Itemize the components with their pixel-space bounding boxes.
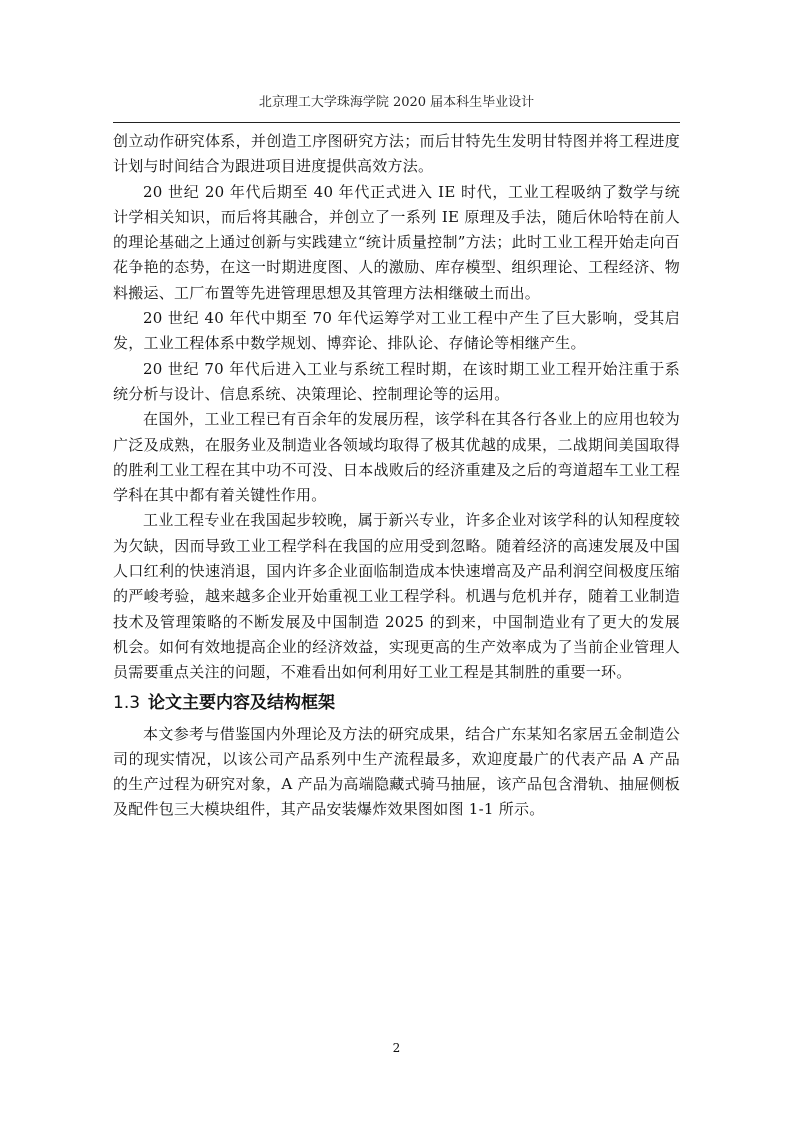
section-number: 1.3 (113, 692, 141, 713)
page-header: 北京理工大学珠海学院 2020 届本科生毕业设计 (258, 95, 535, 110)
page-number: 2 (392, 1041, 401, 1055)
paragraph-abroad: 在国外，工业工程已有百余年的发展历程，该学科在其各行各业上的应用也较为广泛及成熟，在服务业及制造业各领域均取得了极其优越的成果，二战期间美国取得的胜利工业工程在其中功不可没、日本战败后的经济重建及之后的弯道超车工业工程学科在其中都有着关键性作用。 (113, 410, 680, 505)
body-content (113, 129, 680, 823)
paragraph-systems-engineering: 20 世纪 70 年代后进入工业与系统工程时期，在该时期工业工程开始注重于系统分析与设计、信息系统、决策理论、控制理论等的运用。 (113, 359, 680, 403)
paragraph-research-object: 本文参考与借鉴国内外理论及方法的研究成果，结合广东某知名家居五金制造公司的现实情况，以该公司产品系列中生产流程最多，欢迎度最广的代表产品 A 产品的生产过程为研究对象，A 产品为高端隐藏式骑马抽屉，该产品包含滑轨、抽屉侧板及配件包三大模块组件，其产品安装爆炸效果图如图 1-1 所示。 (113, 724, 680, 819)
paragraph-china: 工业工程专业在我国起步较晚，属于新兴专业，许多企业对该学科的认知程度较为欠缺，因而导致工业工程学科在我国的应用受到忽略。随着经济的高速发展及中国人口红利的快速消退，国内许多企业面临制造成本快速增高及产品利润空间极度压缩的严峻考验，越来越多企业开始重视工业工程学科。机遇与危机并存，随着工业制造技术及管理策略的不断发展及中国制造 2025 的到来，中国制造业有了更大的发展机会。如何有效地提高企业的经济效益，实现更高的生产效率成为了当前企业管理人员需要重点关注的问题，不难看出如何利用好工业工程是其制胜的重要一环。 (113, 511, 680, 682)
section-title: 论文主要内容及结构框架 (148, 692, 336, 713)
paragraph-ie-era: 20 世纪 20 年代后期至 40 年代正式进入 IE 时代，工业工程吸纳了数学与统计学相关知识，而后将其融合，并创立了一系列 IE 原理及手法，随后休哈特在前人的理论基础之上通过创新与实践建立“统计质量控制”方法；此时工业工程开始走向百花争艳的态势，在这一时期进度图、人的激励、库存模型、组织理论、工程经济、物料搬运、工厂布置等先进管理思想及其管理方法相继破土而出。 (113, 182, 680, 302)
paragraph-operations-research: 20 世纪 40 年代中期至 70 年代运筹学对工业工程中产生了巨大影响，受其启发，工业工程体系中数学规划、博弈论、排队论、存储论等相继产生。 (113, 309, 680, 353)
header-divider (113, 122, 680, 123)
paragraph-continued: 创立动作研究体系，并创造工序图研究方法；而后甘特先生发明甘特图并将工程进度计划与时间结合为跟进项目进度提供高效方法。 (113, 132, 680, 176)
section-heading (113, 688, 680, 718)
